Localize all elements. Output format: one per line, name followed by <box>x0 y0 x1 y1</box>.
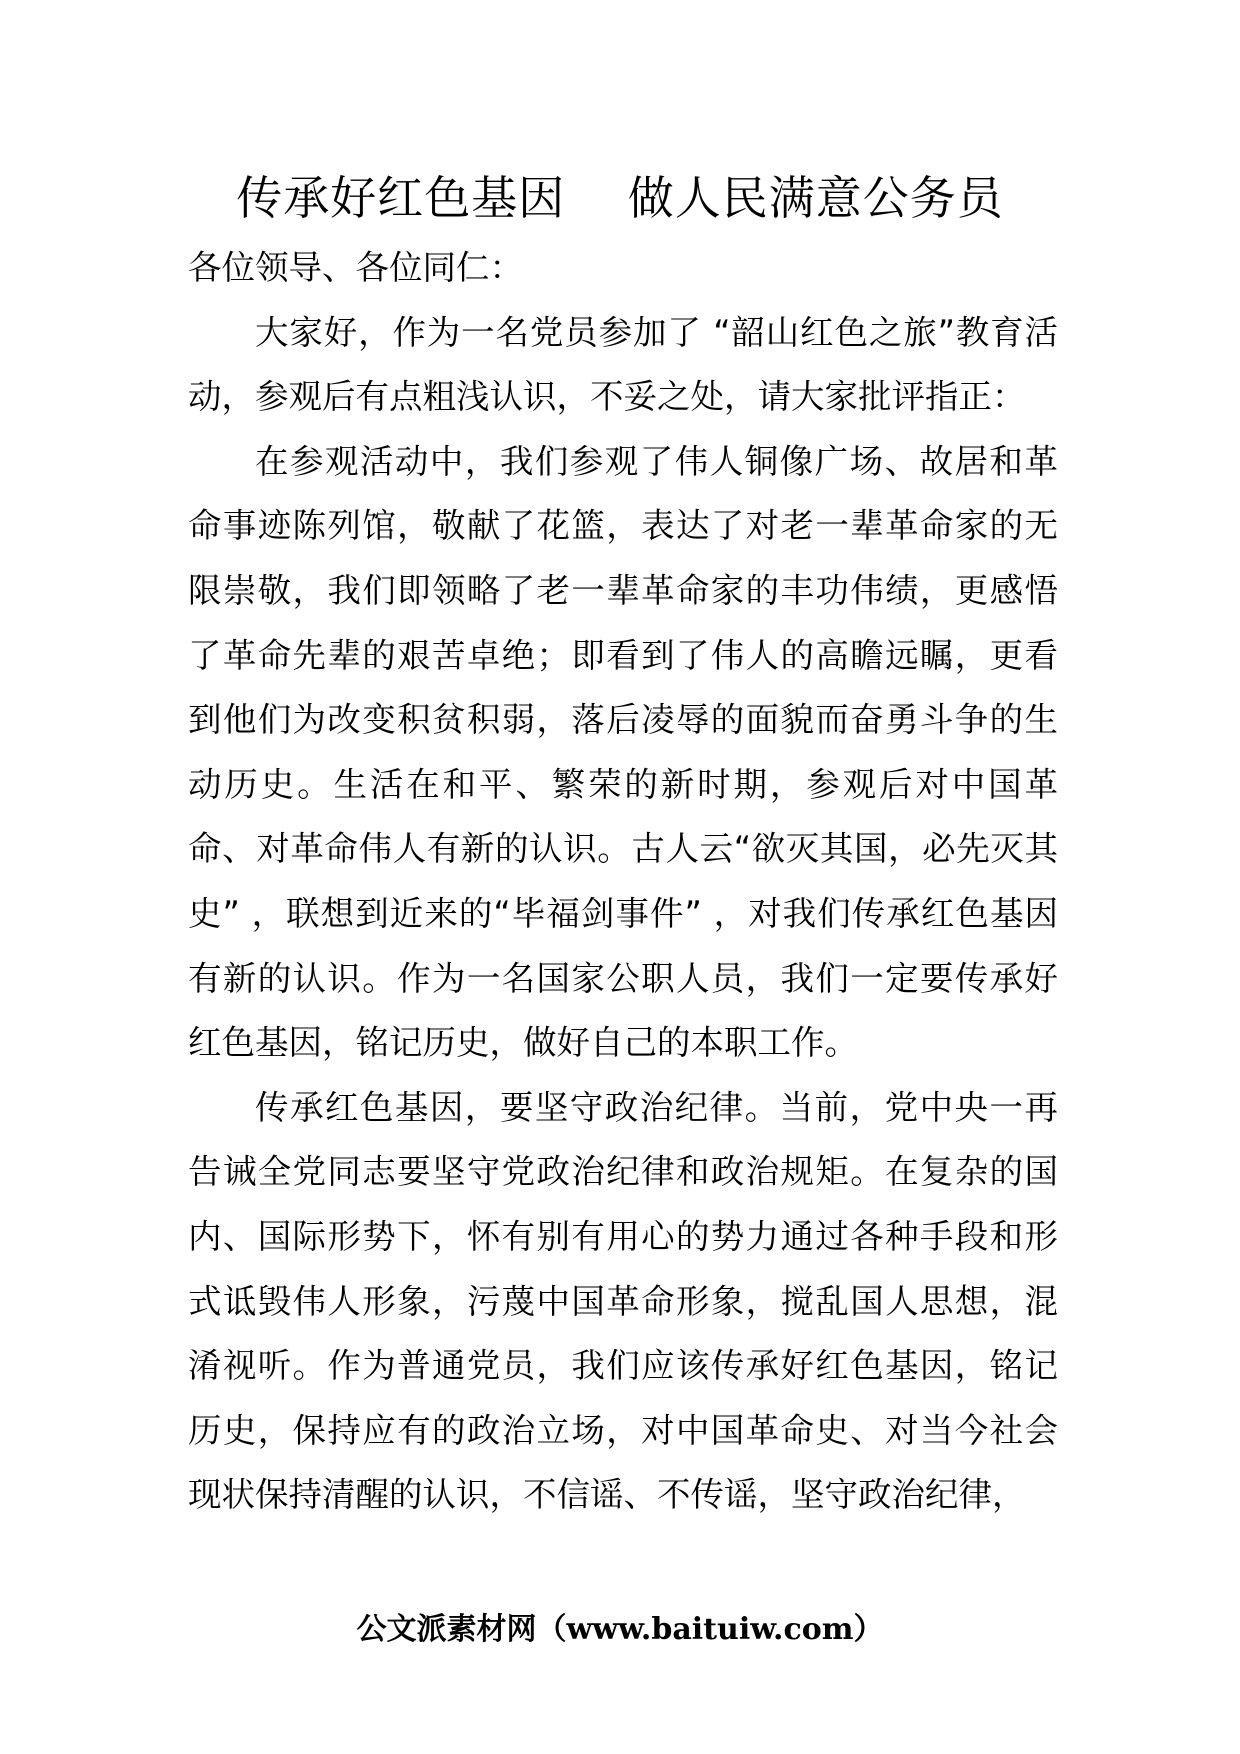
salutation: 各位领导、各位同仁： <box>188 248 523 287</box>
document-body <box>188 236 1058 1528</box>
footer-source: 公文派素材网（www.baituiw.com） <box>356 1612 884 1647</box>
paragraph-visit: 在参观活动中，我们参观了伟人铜像广场、故居和革命事迹陈列馆，敬献了花篮，表达了对老一辈革命家的无限崇敬，我们即领略了老一辈革命家的丰功伟绩，更感悟了革命先辈的艰苦卓绝；即看到了伟人的高瞻远瞩，更看到他们为改变积贫积弱，落后凌辱的面貌而奋勇斗争的生动历史。生活在和平、繁荣的新时期，参观后对中国革命、对革命伟人有新的认识。古人云“欲灭其国，必先灭其史” ，联想到近来的“毕福剑事件” ，对我们传承红色基因有新的认识。作为一名国家公职人员，我们一定要传承好红色基因，铭记历史，做好自己的本职工作。 <box>188 441 1058 1063</box>
document-title: 传承好红色基因 做人民满意公务员 <box>236 171 1004 225</box>
paragraph-intro: 大家好，作为一名党员参加了 “韶山红色之旅”教育活动，参观后有点粗浅认识，不妥之处，请大家批评指正： <box>188 312 1058 417</box>
paragraph-discipline: 传承红色基因，要坚守政治纪律。当前，党中央一再告诫全党同志要坚守党政治纪律和政治规矩。在复杂的国内、国际形势下，怀有别有用心的势力通过各种手段和形式诋毁伟人形象，污蔑中国革命形象，搅乱国人思想，混淆视听。作为普通党员，我们应该传承好红色基因，铭记历史，保持应有的政治立场，对中国革命史、对当今社会现状保持清醒的认识，不信谣、不传谣，坚守政治纪律， <box>188 1087 1058 1515</box>
